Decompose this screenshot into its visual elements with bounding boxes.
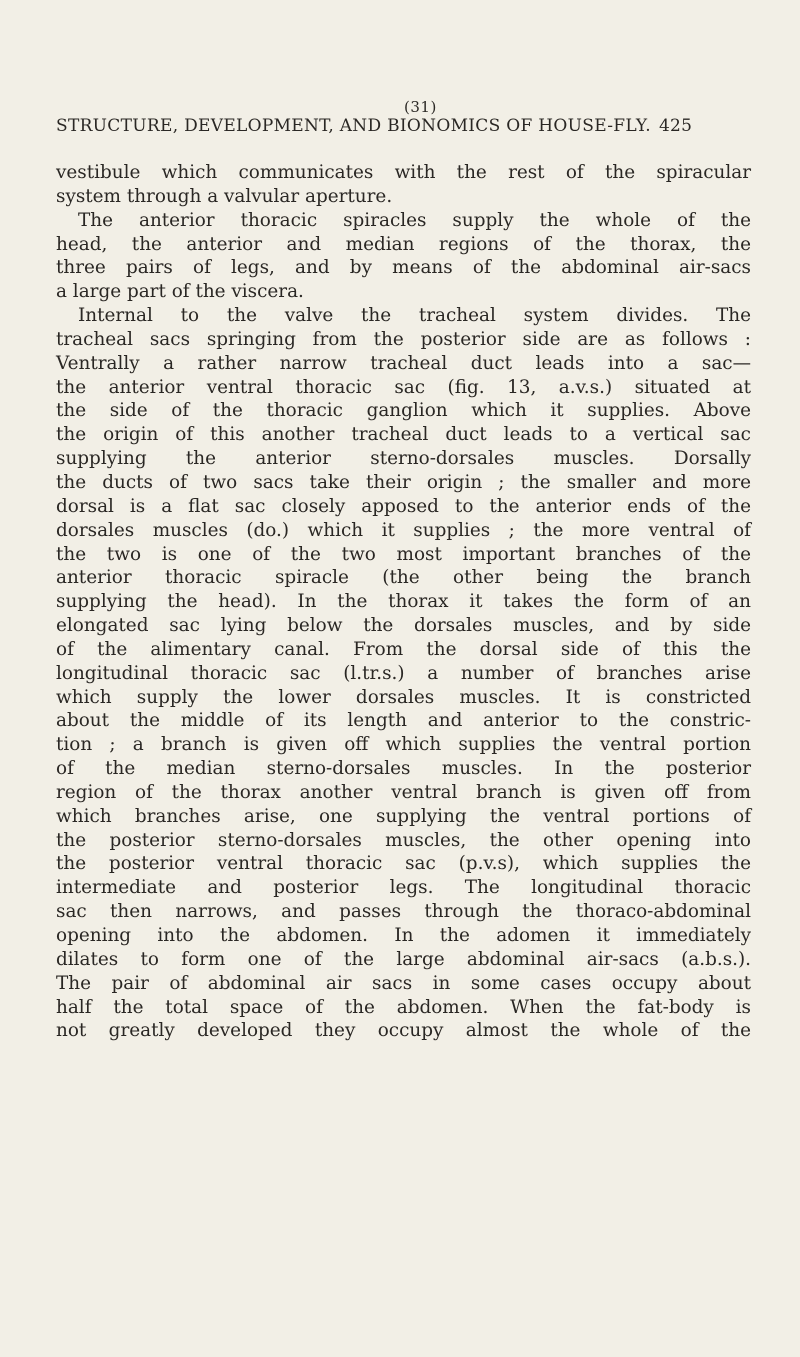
page-number: 425 [658, 116, 693, 136]
text-line: of the median sterno-dorsales muscles. In the posterior [56, 758, 751, 780]
running-title: STRUCTURE, DEVELOPMENT, AND BIONOMICS OF HOUSE-FLY. [56, 116, 651, 136]
text-line: which branches arise, one supplying the ventral portions of [56, 805, 751, 827]
text-line: the posterior ventral thoracic sac (p.v.s), which supplies the [56, 853, 751, 875]
text-line: the ducts of two sacs take their origin ; the smaller and more [56, 471, 751, 493]
text-line: Ventrally a rather narrow tracheal duct leads into a sac— [56, 352, 751, 374]
text-line: not greatly developed they occupy almost the whole of the [56, 1020, 751, 1042]
text-line: sac then narrows, and passes through the thoraco-abdominal [56, 901, 751, 923]
text-line: Internal to the valve the tracheal system divides. The [78, 305, 751, 327]
plate-number: (31) [404, 98, 437, 116]
running-head [56, 116, 746, 136]
text-line: tion ; a branch is given off which supplies the ventral portion [56, 734, 751, 756]
text-line: The pair of abdominal air sacs in some cases occupy about [56, 972, 751, 994]
text-line: supplying the head). In the thorax it takes the form of an [56, 591, 751, 613]
body-text [56, 161, 751, 1043]
text-line: region of the thorax another ventral branch is given off from [56, 781, 751, 803]
text-line: of the alimentary canal. From the dorsal side of this the [56, 638, 751, 660]
text-line: about the middle of its length and anterior to the constric- [56, 710, 751, 732]
text-line: system through a valvular aperture. [56, 185, 393, 207]
text-line: elongated sac lying below the dorsales muscles, and by side [56, 615, 751, 637]
text-line: dorsal is a flat sac closely apposed to the anterior ends of the [56, 495, 751, 517]
text-line: half the total space of the abdomen. When the fat-body is [56, 996, 751, 1018]
text-line: vestibule which communicates with the rest of the spiracular [56, 162, 751, 183]
text-line: the two is one of the two most important branches of the [56, 543, 751, 565]
text-line: the origin of this another tracheal duct leads to a vertical sac [56, 424, 751, 446]
text-line: The anterior thoracic spiracles supply the whole of the [78, 209, 751, 231]
text-line: opening into the abdomen. In the adomen it immediately [56, 925, 751, 946]
text-line: tracheal sacs springing from the posterior side are as follows : [56, 328, 751, 350]
text-line: anterior thoracic spiracle (the other being the branch [56, 567, 751, 589]
text-line: the posterior sterno-dorsales muscles, the other opening into [56, 829, 751, 851]
text-line: a large part of the viscera. [56, 281, 304, 303]
text-line: the anterior ventral thoracic sac (fig. 13, a.v.s.) situated at [56, 376, 751, 398]
text-line: longitudinal thoracic sac (l.tr.s.) a number of branches arise [56, 662, 751, 684]
text-line: dorsales muscles (do.) which it supplies ; the more ventral of [56, 519, 751, 541]
text-line: the side of the thoracic ganglion which it supplies. Above [56, 400, 751, 422]
text-line: three pairs of legs, and by means of the abdominal air-sacs [56, 257, 751, 279]
text-line: which supply the lower dorsales muscles. It is constricted [56, 686, 751, 708]
text-line: supplying the anterior sterno-dorsales muscles. Dorsally [56, 448, 751, 470]
text-line: dilates to form one of the large abdominal air-sacs (a.b.s.). [56, 948, 751, 970]
text-line: intermediate and posterior legs. The longitudinal thoracic [56, 877, 751, 899]
text-line: head, the anterior and median regions of the thorax, the [56, 233, 751, 255]
